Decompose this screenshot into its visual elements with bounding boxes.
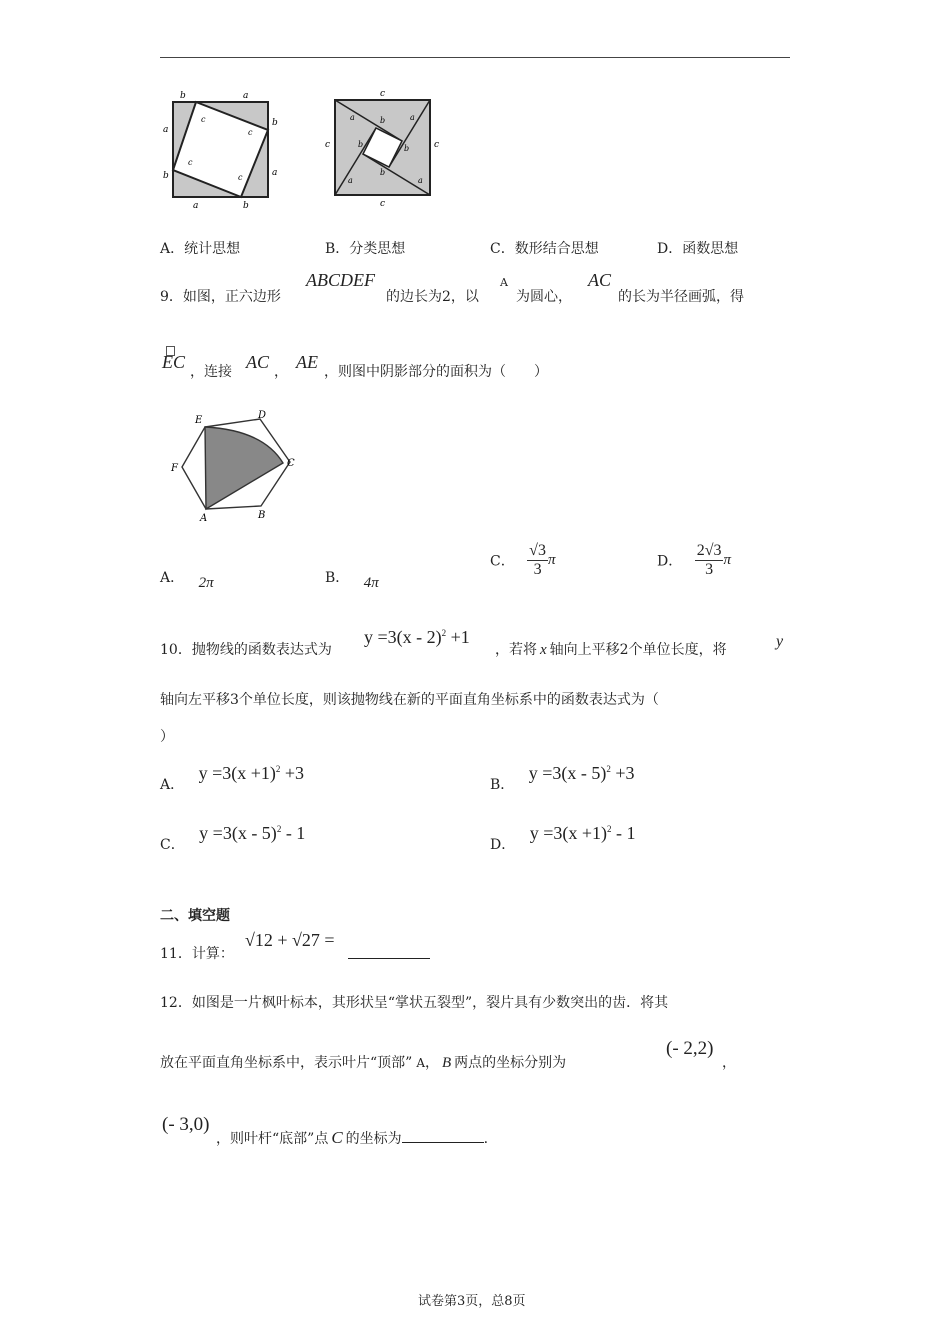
q9-point-a: A [500, 276, 508, 289]
q9-line-1 [160, 286, 281, 306]
q8-option-d[interactable] [657, 238, 738, 258]
q10-line-3: ） [160, 729, 174, 745]
q12-coord-1: (- 2,2) [666, 1038, 714, 1059]
q12-text: . [483, 1131, 489, 1147]
fig2-label-a3: a [418, 176, 423, 185]
q9-option-a[interactable] [160, 567, 214, 591]
hex-label-e: E [195, 415, 203, 426]
hex-label-c: C [287, 458, 295, 469]
q10-option-b[interactable] [490, 763, 635, 793]
expr-tail: - 1 [281, 823, 306, 843]
option-text: 统计思想 [184, 241, 241, 257]
fig2-label-b1: b [380, 116, 386, 125]
fig1-label-c3: c [188, 158, 193, 167]
q10-text: 抛物线的函数表达式为 [191, 642, 332, 658]
fig1-label-bottom-a: a [193, 201, 199, 211]
q8-figure-square-2 [320, 85, 450, 210]
q8-figure-square-1 [158, 80, 288, 215]
q12-text: 的坐标为 [345, 1131, 402, 1147]
hex-label-d: D [258, 410, 267, 421]
q10-line-1 [160, 639, 332, 659]
q9-text-3: 为圆心， [516, 289, 572, 305]
option-text: 函数思想 [682, 241, 739, 257]
fig2-label-b4: b [358, 140, 364, 149]
q11-number: 11． [160, 946, 192, 962]
fraction-denominator: 3 [705, 561, 714, 578]
q12-text: 放在平面直角坐标系中，表示叶片“顶部” [160, 1055, 413, 1071]
q12-text: 如图是一片枫叶标本，其形状呈“掌状五裂型”，裂片具有少数突出的齿．将其 [191, 995, 669, 1011]
q10-line-2: 轴向左平移3个单位长度，则该抛物线在新的平面直角坐标系中的函数表达式为（ [160, 692, 659, 708]
fig2-label-top: c [380, 89, 386, 99]
expr-main: y =3(x - 5) [528, 763, 607, 783]
option-key: D． [490, 837, 516, 853]
option-key: A． [160, 777, 185, 793]
fig1-label-top-a: a [243, 91, 249, 101]
header-rule [160, 57, 790, 58]
q12-line-3 [216, 1128, 488, 1148]
fraction-denominator: 3 [533, 561, 542, 578]
fig2-label-right: c [434, 140, 440, 150]
option-key: C． [490, 241, 515, 257]
option-tail: π [723, 552, 731, 568]
expr-tail: +3 [280, 763, 305, 783]
fig1-label-top-b: b [180, 91, 186, 101]
q9-text-5: ，连接 [190, 364, 232, 380]
option-key: B． [325, 241, 350, 257]
q9-text-6: ，则图中阴影部分的面积为（ ） [324, 364, 548, 380]
option-key: C． [160, 837, 185, 853]
option-math [530, 823, 636, 843]
expr-main: y =3(x +1) [529, 823, 607, 843]
expr-tail: +3 [610, 763, 635, 783]
option-text: 数形结合思想 [514, 241, 599, 257]
option-math: 2π [198, 575, 214, 591]
q12-point-a: A [416, 1056, 425, 1070]
q9-hexagon-figure [168, 405, 303, 525]
hex-label-b: B [258, 510, 266, 521]
fig1-label-right-b: b [272, 118, 278, 128]
fig2-label-left: c [325, 140, 331, 150]
q10-x: x [540, 642, 547, 658]
section-title: 二、填空题 [160, 908, 230, 924]
expr-sup: 2 [606, 824, 612, 834]
option-text: 分类思想 [349, 241, 406, 257]
q10-text: ，若将 [495, 642, 537, 658]
fig1-label-c2: c [248, 128, 253, 137]
fig1-label-right-a: a [272, 168, 278, 178]
q10-expression [364, 627, 470, 648]
fig1-label-left-a: a [163, 125, 169, 135]
q9-text-4: 的长为半径画弧，得 [618, 289, 744, 305]
q12-text: 两点的坐标分别为 [454, 1055, 567, 1071]
option-math: 4π [363, 575, 379, 591]
q11-answer-blank[interactable] [348, 944, 430, 963]
option-math [199, 763, 304, 783]
q10-option-d[interactable] [490, 823, 636, 853]
option-key: B． [490, 777, 515, 793]
q9-ae: AE [296, 352, 318, 372]
option-tail: π [547, 552, 556, 568]
option-math [199, 823, 305, 843]
q12-point-c: C [331, 1128, 343, 1147]
fig2-label-b3: b [380, 168, 386, 177]
page-footer: 试卷第3页，总8页 [418, 1294, 526, 1309]
q12-point-b: B [442, 1055, 452, 1071]
answer-blank[interactable] [348, 944, 430, 959]
q12-comma: ， [722, 1055, 736, 1071]
q9-option-c[interactable] [490, 542, 555, 579]
expr-tail: +1 [446, 627, 470, 647]
option-fraction [695, 542, 724, 579]
fig1-label-c4: c [238, 173, 243, 182]
expr-sup: 2 [606, 764, 611, 774]
q9-hex-name: ABCDEF [306, 270, 375, 290]
answer-blank[interactable] [402, 1128, 484, 1143]
q8-option-b[interactable] [325, 238, 405, 258]
option-key: C． [490, 553, 515, 570]
fig2-label-a2: a [410, 113, 415, 122]
option-fraction [527, 542, 548, 579]
q10-text-2 [495, 639, 727, 659]
hex-label-a: A [200, 513, 208, 524]
q11-expression: √12 + √27 = [245, 930, 335, 950]
expr-sup: 2 [276, 824, 282, 834]
q9-comma: ， [274, 364, 288, 380]
q8-option-c[interactable] [490, 238, 599, 258]
fig1-label-bottom-b: b [243, 201, 249, 211]
q10-option-c[interactable] [160, 823, 306, 853]
q10-y: y [776, 633, 784, 650]
fraction-numerator: 2√3 [696, 542, 722, 559]
option-key: B． [325, 570, 350, 586]
expr-main: y =3(x +1) [198, 763, 276, 783]
q9-arc-ec: EC [162, 352, 186, 372]
q11-text: 计算： [191, 946, 234, 962]
option-key: D． [657, 241, 683, 257]
option-key: A． [160, 570, 185, 586]
fig2-label-a1: a [350, 113, 355, 122]
q12-text: ，则叶杆“底部”点 [216, 1131, 329, 1147]
fig1-label-left-b: b [163, 171, 169, 181]
q9-text-2: 的边长为2，以 [386, 289, 479, 305]
q9-ac: AC [588, 270, 612, 290]
fig2-label-bottom: c [380, 199, 386, 209]
q12-line-2 [160, 1052, 566, 1072]
fig1-label-c1: c [201, 115, 206, 124]
expr-main: y =3(x - 5) [199, 823, 277, 843]
fraction-numerator: √3 [529, 542, 546, 559]
q12-line-1 [160, 992, 668, 1012]
q12-text: ， [425, 1055, 439, 1071]
fig2-label-b2: b [404, 144, 410, 153]
expr-main: y =3(x - 2) [364, 627, 442, 647]
option-key: D． [657, 553, 683, 570]
option-math [529, 763, 635, 783]
q8-option-a[interactable] [160, 238, 240, 258]
option-key: A． [160, 241, 185, 257]
q11-line [160, 943, 234, 963]
expr-sup: 2 [275, 764, 281, 774]
q12-coord-2: (- 3,0) [162, 1114, 210, 1135]
q9-ac-2: AC [246, 352, 270, 372]
q9-option-b[interactable] [325, 567, 379, 591]
expr-sup: 2 [441, 628, 447, 638]
hex-label-f: F [171, 463, 178, 474]
q12-number: 12． [160, 995, 192, 1011]
q9-text: 如图，正六边形 [182, 289, 281, 305]
q9-number: 9． [160, 289, 183, 305]
q9-option-d[interactable] [657, 542, 731, 579]
q10-option-a[interactable] [160, 763, 305, 793]
fig2-label-a4: a [348, 176, 353, 185]
expr-tail: - 1 [611, 823, 636, 843]
q10-number: 10． [160, 642, 192, 658]
q10-text: 轴向上平移2个单位长度，将 [549, 642, 727, 658]
